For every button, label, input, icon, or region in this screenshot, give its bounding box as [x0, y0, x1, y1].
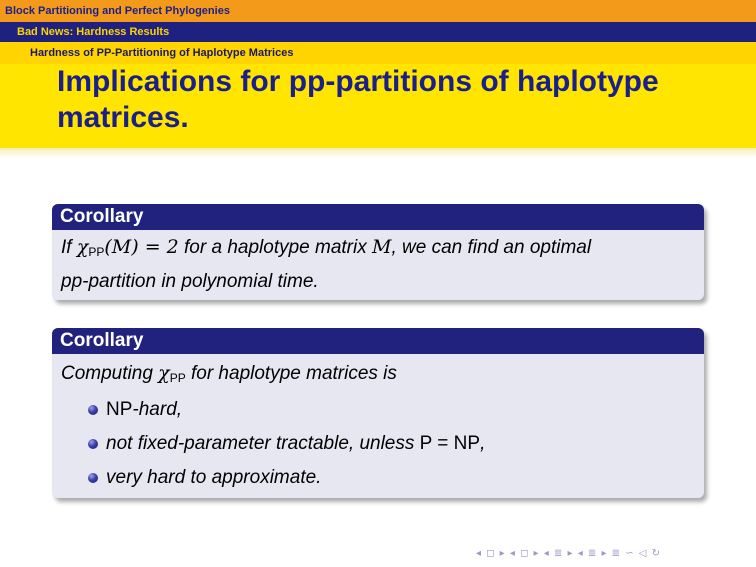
slide-title: Implications for pp-partitions of haplotype matrices.: [57, 65, 659, 134]
list-item: very hard to approximate.: [61, 463, 695, 497]
block-heading: Corollary: [52, 328, 704, 354]
beamer-navigation-icons[interactable]: ◂ ◻ ▸ ◂ ◻ ▸ ◂ ≣ ▸ ◂ ≣ ▸ ≣ ∽ ◁ ↻: [476, 548, 662, 559]
corollary-block-1: [52, 204, 704, 300]
list-item: NP-hard,: [61, 395, 695, 429]
block-heading: Corollary: [52, 204, 704, 230]
bullet-icon: [88, 473, 98, 483]
block-body: [52, 230, 704, 296]
corollary-1-line-2: pp-partition in polynomial time.: [61, 271, 319, 292]
corollary-1-line-1: If $\chi_{PP}(M) = 2$ for a haplotype matrix M, we can find an optimal: [61, 236, 592, 259]
corollary-block-2: [52, 328, 704, 498]
block-body: [52, 354, 704, 497]
chi-symbol: $\chi_{PP}$: [76, 236, 105, 259]
bullet-icon: [88, 439, 98, 449]
list-item: not fixed-parameter tractable, unless P = NP,: [61, 429, 695, 463]
nav-subsubsection[interactable]: Hardness of PP-Partitioning of Haplotype Matrices: [0, 42, 756, 64]
bullet-icon: [88, 405, 98, 415]
title-shadow: [0, 148, 756, 158]
corollary-2-list: [61, 395, 695, 497]
nav-subsection[interactable]: Bad News: Hardness Results: [0, 22, 756, 42]
corollary-2-intro: Computing $\chi_{PP}$ for haplotype matrices is: [61, 362, 397, 385]
slide-title-bar: [0, 64, 756, 148]
nav-section[interactable]: Block Partitioning and Perfect Phylogenies: [0, 0, 756, 22]
chi-symbol: $\chi_{PP}$: [158, 362, 186, 385]
